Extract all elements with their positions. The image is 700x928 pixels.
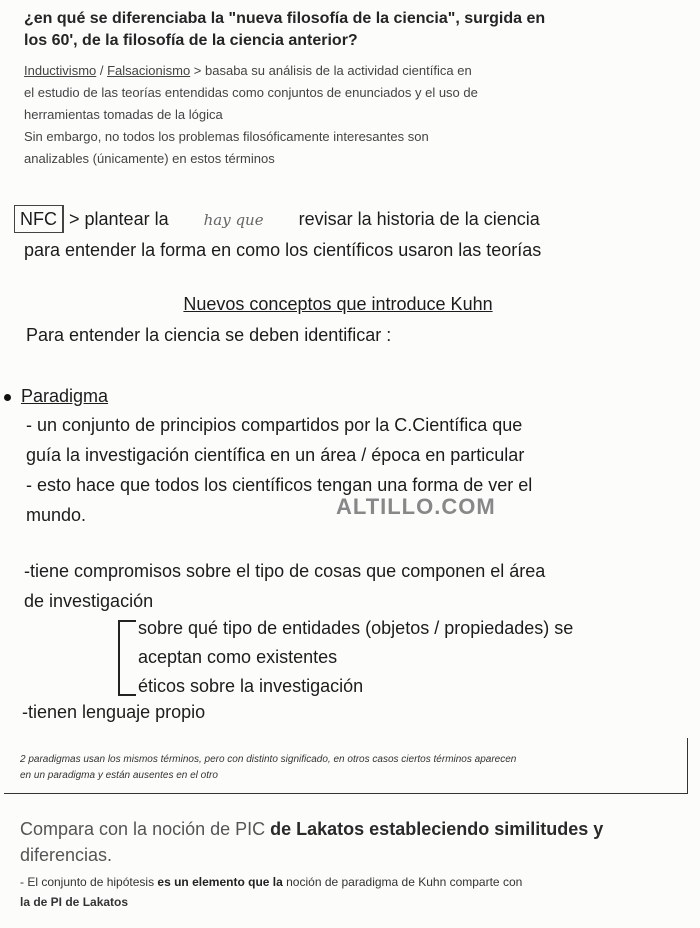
paradigma-line-4: mundo. <box>26 505 87 525</box>
term-separator: / <box>96 63 108 78</box>
nfc-box: NFC <box>14 205 64 233</box>
question-1 <box>24 8 684 52</box>
answer-1-line-5: analizables (únicamente) en estos términos <box>24 151 275 166</box>
answer-2-part-a: - El conjunto de hipótesis <box>20 875 158 889</box>
answer-2-line-1 <box>20 872 690 892</box>
compromisos-sub-2: aceptan como existentes <box>138 647 338 667</box>
term-inductivismo: Inductivismo <box>24 63 97 78</box>
note-line-2: en un paradigma y están ausentes en el otro <box>20 770 218 781</box>
compromisos-block <box>24 556 684 616</box>
nfc-text-a: > plantear la <box>69 209 169 229</box>
paradigma-bullet <box>4 386 108 407</box>
intro-text: Para entender la ciencia se deben identificar : <box>26 325 392 345</box>
question-2 <box>20 816 690 868</box>
compromisos-line-2: de investigación <box>24 591 154 611</box>
handwritten-note: hay que <box>203 211 264 229</box>
question-1-line-2: los 60', de la filosofía de la ciencia anterior? <box>24 32 358 49</box>
answer-2 <box>20 872 690 912</box>
lenguaje-text: -tienen lenguaje propio <box>22 702 206 722</box>
question-2-line-2: diferencias. <box>20 845 113 865</box>
answer-1-line-1-rest: > basaba su análisis de la actividad científica en <box>190 63 472 78</box>
paradigma-line-3: - esto hace que todos los científicos tengan una forma de ver el <box>26 475 533 495</box>
nfc-block <box>14 204 684 265</box>
answer-1-line-2: el estudio de las teorías entendidas como conjuntos de enunciados y el uso de <box>24 85 478 100</box>
section-heading: Nuevos conceptos que introduce Kuhn <box>183 294 493 314</box>
compromisos-line-1: -tiene compromisos sobre el tipo de cosas que componen el área <box>24 561 546 581</box>
answer-1-line-3: herramientas tomadas de la lógica <box>24 107 223 122</box>
term-falsacionismo: Falsacionismo <box>107 63 191 78</box>
nfc-line-1 <box>14 204 684 235</box>
question-2-part-2: de Lakatos estableciendo similitudes y <box>270 819 604 839</box>
bracket-shape <box>118 620 136 696</box>
answer-1-line-4: Sin embargo, no todos los problemas filosóficamente interesantes son <box>24 129 429 144</box>
question-1-line-1: ¿en qué se diferenciaba la "nueva filosofía de la ciencia", surgida en <box>24 10 546 27</box>
note-text <box>20 752 680 784</box>
paradigma-line-1: - un conjunto de principios compartidos por la C.Científica que <box>26 415 523 435</box>
note-line-1: 2 paradigmas usan los mismos términos, pero con distinto significado, en otros casos ciertos términos aparecen <box>20 754 517 765</box>
nfc-line-2: para entender la forma en como los científicos usaron las teorías <box>24 240 542 260</box>
bullet-dot-icon <box>4 394 11 401</box>
nfc-text-b: revisar la historia de la ciencia <box>298 209 540 229</box>
compromisos-sub-3: éticos sobre la investigación <box>138 676 364 696</box>
question-2-part-1: Compara con la noción de PIC <box>20 819 271 839</box>
answer-1-block <box>24 60 684 170</box>
watermark: ALTILLO.COM <box>336 494 496 519</box>
paradigma-title: Paradigma <box>21 386 109 406</box>
question-2-line-1 <box>20 816 690 842</box>
answer-2-line-2: la de PI de Lakatos <box>20 895 129 909</box>
compromisos-sub-block <box>138 614 698 701</box>
answer-2-part-c: noción de paradigma de Kuhn comparte con <box>282 875 523 889</box>
answer-1-line-1 <box>24 60 684 82</box>
answer-2-part-b: es un elemento que la <box>157 875 283 889</box>
compromisos-sub-1: sobre qué tipo de entidades (objetos / propiedades) se <box>138 618 574 638</box>
paradigma-line-2: guía la investigación científica en un área / época en particular <box>26 445 525 465</box>
